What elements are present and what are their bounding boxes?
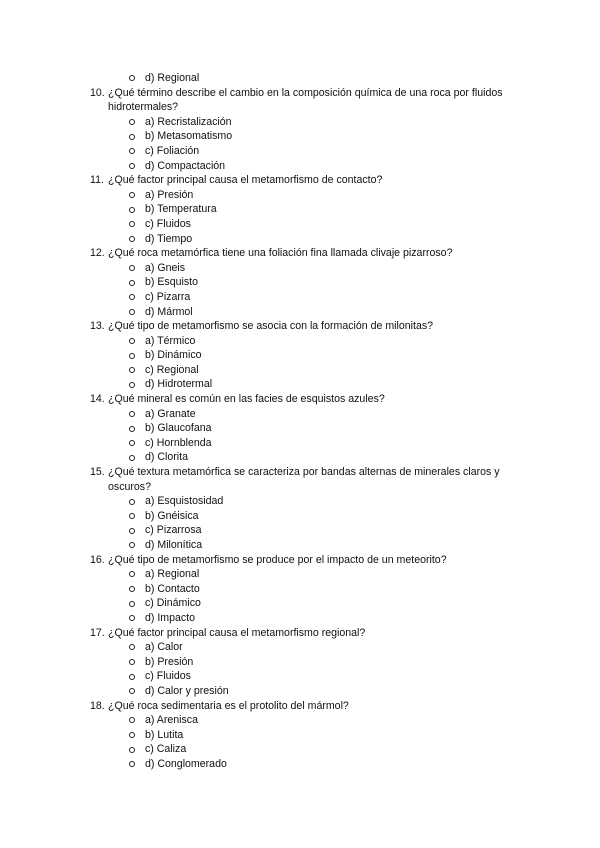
- circle-bullet-icon: [129, 601, 135, 607]
- question: [90, 392, 530, 407]
- circle-bullet-icon: [129, 571, 135, 577]
- answer-option-text: a) Presión: [145, 188, 194, 201]
- answer-option-text: d) Calor y presión: [145, 684, 229, 697]
- answer-option-text: d) Milonítica: [145, 539, 203, 551]
- answer-option: [90, 567, 530, 582]
- question-block: [90, 553, 530, 626]
- answer-option: [90, 713, 530, 728]
- answer-option-text: d) Conglomerado: [145, 757, 227, 770]
- question-text: ¿Qué mineral es común en las facies de esquistos azules?: [108, 393, 385, 406]
- circle-bullet-icon: [129, 674, 135, 680]
- answer-option: [90, 742, 530, 757]
- question-number: 18.: [90, 699, 105, 712]
- question-block: [90, 173, 530, 246]
- question-number: 16.: [90, 553, 105, 566]
- circle-bullet-icon: [129, 644, 135, 650]
- question: [90, 173, 530, 188]
- answer-option: [90, 275, 530, 290]
- question-text: ¿Qué roca sedimentaria es el protolito del mármol?: [108, 699, 349, 712]
- answer-option-text: c) Pizarrosa: [145, 524, 202, 537]
- circle-bullet-icon: [129, 338, 135, 344]
- circle-bullet-icon: [129, 411, 135, 417]
- circle-bullet-icon: [129, 309, 135, 315]
- answer-option-text: a) Regional: [145, 568, 200, 581]
- answer-option-text: c) Foliación: [145, 144, 200, 157]
- answer-option-text: d) Regional: [145, 72, 200, 84]
- answer-option: [90, 421, 530, 436]
- answer-option-text: a) Recristalización: [145, 115, 232, 128]
- question: [90, 86, 530, 115]
- answer-option-text: c) Hornblenda: [145, 436, 212, 449]
- answer-option-text: a) Granate: [145, 407, 196, 420]
- circle-bullet-icon: [129, 163, 135, 169]
- circle-bullet-icon: [129, 747, 135, 753]
- answer-option: [90, 144, 530, 159]
- answer-option: [90, 217, 530, 232]
- answer-option-text: a) Arenisca: [145, 714, 198, 727]
- answer-option: [90, 348, 530, 363]
- answer-option-text: d) Compactación: [145, 159, 226, 172]
- answer-option-text: c) Fluidos: [145, 670, 191, 683]
- circle-bullet-icon: [129, 586, 135, 592]
- circle-bullet-icon: [129, 236, 135, 242]
- answer-option-text: b) Lutita: [145, 728, 184, 741]
- answer-option-text: b) Gnéisica: [145, 509, 199, 522]
- question-block: [90, 699, 530, 772]
- answer-option: [90, 71, 530, 86]
- answer-option: [90, 684, 530, 699]
- circle-bullet-icon: [129, 265, 135, 271]
- answer-option: [90, 596, 530, 611]
- answer-option: [90, 188, 530, 203]
- answer-option-text: a) Gneis: [145, 261, 186, 274]
- circle-bullet-icon: [129, 426, 135, 432]
- answer-option: [90, 523, 530, 538]
- circle-bullet-icon: [129, 353, 135, 359]
- answer-option: [90, 538, 530, 553]
- answer-option: [90, 582, 530, 597]
- circle-bullet-icon: [129, 294, 135, 300]
- circle-bullet-icon: [129, 528, 135, 534]
- answer-option-text: c) Regional: [145, 363, 199, 376]
- answer-option: [90, 450, 530, 465]
- question: [90, 626, 530, 641]
- question-number: 13.: [90, 320, 105, 333]
- circle-bullet-icon: [129, 499, 135, 505]
- circle-bullet-icon: [129, 148, 135, 154]
- question-text: ¿Qué tipo de metamorfismo se asocia con la formación de milonitas?: [108, 320, 434, 333]
- answer-option: [90, 334, 530, 349]
- question-block: [90, 392, 530, 465]
- circle-bullet-icon: [129, 513, 135, 519]
- circle-bullet-icon: [129, 134, 135, 140]
- answer-option-text: b) Dinámico: [145, 349, 202, 362]
- answer-option: [90, 159, 530, 174]
- question-block: [90, 319, 530, 392]
- quiz-content: [90, 71, 530, 772]
- answer-option: [90, 202, 530, 217]
- circle-bullet-icon: [129, 221, 135, 227]
- circle-bullet-icon: [129, 440, 135, 446]
- question-text: ¿Qué textura metamórfica se caracteriza por bandas alternas de minerales claros y oscuros?: [108, 466, 500, 493]
- question-block: [90, 626, 530, 699]
- circle-bullet-icon: [129, 542, 135, 548]
- question: [90, 699, 530, 714]
- answer-option-text: b) Metasomatismo: [145, 130, 233, 143]
- answer-option: [90, 728, 530, 743]
- answer-option: [90, 757, 530, 772]
- answer-option-text: c) Pizarra: [145, 290, 191, 303]
- circle-bullet-icon: [129, 207, 135, 213]
- question-text: ¿Qué factor principal causa el metamorfismo de contacto?: [108, 174, 383, 187]
- answer-option-text: d) Clorita: [145, 451, 188, 464]
- question-number: 10.: [90, 86, 105, 99]
- answer-option-text: b) Glaucofana: [145, 422, 212, 435]
- question-block: [90, 86, 530, 174]
- question-text: ¿Qué término describe el cambio en la composición química de una roca por fluidos hidrotermales?: [108, 86, 503, 114]
- answer-option-text: b) Presión: [145, 655, 194, 668]
- answer-option-text: c) Caliza: [145, 743, 187, 756]
- answer-option: [90, 261, 530, 276]
- circle-bullet-icon: [129, 615, 135, 621]
- answer-option-text: b) Esquisto: [145, 276, 198, 289]
- question: [90, 465, 530, 494]
- question-text: ¿Qué tipo de metamorfismo se produce por el impacto de un meteorito?: [108, 553, 447, 566]
- question-block: [90, 465, 530, 553]
- circle-bullet-icon: [129, 119, 135, 125]
- answer-option-text: a) Esquistosidad: [145, 495, 224, 508]
- question-text: ¿Qué factor principal causa el metamorfismo regional?: [108, 626, 366, 639]
- answer-option: [90, 129, 530, 144]
- question: [90, 246, 530, 261]
- circle-bullet-icon: [129, 280, 135, 286]
- circle-bullet-icon: [129, 732, 135, 738]
- answer-option-text: d) Tiempo: [145, 232, 193, 245]
- answer-option-text: a) Térmico: [145, 334, 196, 347]
- circle-bullet-icon: [129, 761, 135, 767]
- answer-option: [90, 655, 530, 670]
- answer-option-text: c) Fluidos: [145, 217, 191, 230]
- circle-bullet-icon: [129, 382, 135, 388]
- answer-option: [90, 640, 530, 655]
- question-text: ¿Qué roca metamórfica tiene una foliación fina llamada clivaje pizarroso?: [108, 247, 453, 260]
- answer-option: [90, 494, 530, 509]
- answer-option-text: d) Hidrotermal: [145, 378, 213, 391]
- answer-option-text: d) Mármol: [145, 305, 193, 318]
- answer-option: [90, 232, 530, 247]
- answer-option-text: b) Temperatura: [145, 203, 217, 216]
- answer-option: [90, 290, 530, 305]
- circle-bullet-icon: [129, 688, 135, 694]
- answer-option: [90, 115, 530, 130]
- answer-option-text: a) Calor: [145, 641, 183, 654]
- answer-option: [90, 377, 530, 392]
- question: [90, 319, 530, 334]
- question-number: 12.: [90, 247, 105, 260]
- question-number: 11.: [90, 174, 104, 187]
- question: [90, 553, 530, 568]
- answer-option-text: d) Impacto: [145, 611, 196, 624]
- circle-bullet-icon: [129, 717, 135, 723]
- circle-bullet-icon: [129, 75, 135, 81]
- circle-bullet-icon: [129, 659, 135, 665]
- answer-option: [90, 305, 530, 320]
- circle-bullet-icon: [129, 192, 135, 198]
- answer-option: [90, 611, 530, 626]
- answer-option: [90, 669, 530, 684]
- circle-bullet-icon: [129, 455, 135, 461]
- answer-option: [90, 363, 530, 378]
- answer-option: [90, 509, 530, 524]
- answer-option-text: b) Contacto: [145, 582, 200, 595]
- question-number: 17.: [90, 626, 105, 639]
- question-block: [90, 246, 530, 319]
- answer-option: [90, 436, 530, 451]
- circle-bullet-icon: [129, 367, 135, 373]
- answer-option-text: c) Dinámico: [145, 597, 201, 610]
- answer-option: [90, 407, 530, 422]
- question-number: 14.: [90, 393, 105, 406]
- question-number: 15.: [90, 466, 105, 479]
